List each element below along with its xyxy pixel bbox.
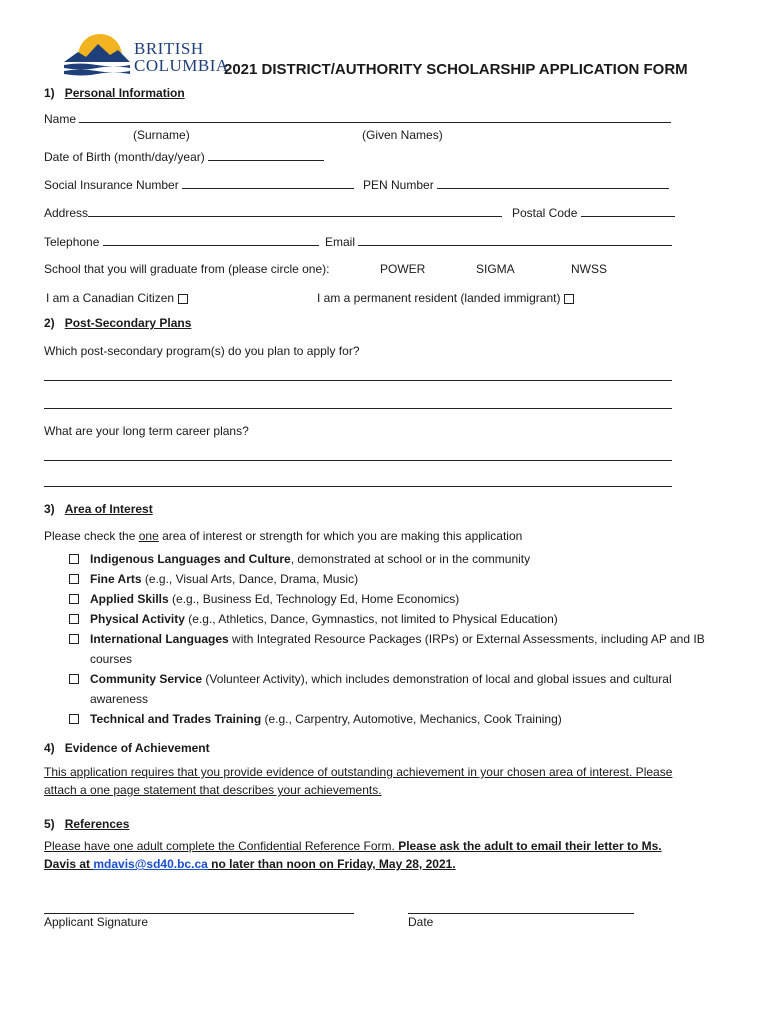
- school-label: School that you will graduate from (please circle one):: [44, 262, 330, 276]
- evidence-text-line-2: attach a one page statement that describes your achievements.: [44, 783, 382, 797]
- pen-row: PEN Number: [363, 177, 669, 192]
- email-field[interactable]: [358, 234, 672, 246]
- school-option-power[interactable]: POWER: [380, 262, 426, 276]
- date-signature-line[interactable]: [408, 901, 634, 914]
- pen-field[interactable]: [437, 177, 669, 189]
- address-field[interactable]: [88, 205, 502, 217]
- citizen-checkbox[interactable]: [178, 294, 188, 304]
- section-2-heading: 2) Post-Secondary Plans: [44, 316, 192, 330]
- name-field[interactable]: [79, 111, 671, 123]
- references-text-line-2: Davis at mdavis@sd40.bc.ca no later than noon on Friday, May 28, 2021.: [44, 857, 456, 871]
- evidence-text-line-1: This application requires that you provide evidence of outstanding achievement in your chosen area of interest. Please: [44, 765, 673, 779]
- interest-checkbox-physical-activity[interactable]: [69, 614, 79, 624]
- bc-sun-mountains-icon: [62, 30, 132, 78]
- postal-row: Postal Code: [512, 205, 675, 220]
- interest-item-international-languages-cont: courses: [90, 652, 133, 666]
- programs-answer-line-2[interactable]: [44, 396, 672, 409]
- section-5-heading: 5) References: [44, 817, 130, 831]
- reference-email-link[interactable]: mdavis@sd40.bc.ca: [93, 857, 208, 871]
- dob-row: Date of Birth (month/day/year): [44, 149, 324, 164]
- name-row: Name: [44, 111, 671, 126]
- programs-question: Which post-secondary program(s) do you plan to apply for?: [44, 344, 360, 358]
- references-text-line-1: Please have one adult complete the Confidential Reference Form. Please ask the adult to email their letter to Ms.: [44, 839, 662, 853]
- email-row: Email: [325, 234, 672, 249]
- given-names-label: (Given Names): [362, 128, 443, 142]
- interest-item-applied-skills: Applied Skills (e.g., Business Ed, Technology Ed, Home Economics): [90, 592, 460, 606]
- interest-checkbox-technical-trades[interactable]: [69, 714, 79, 724]
- programs-answer-line-1[interactable]: [44, 368, 672, 381]
- interest-checkbox-applied-skills[interactable]: [69, 594, 79, 604]
- interest-checkbox-community-service[interactable]: [69, 674, 79, 684]
- telephone-row: Telephone: [44, 234, 319, 249]
- bc-logo: [62, 30, 229, 78]
- resident-row: I am a permanent resident (landed immigrant): [317, 291, 574, 305]
- interest-intro: Please check the one area of interest or strength for which you are making this application: [44, 529, 523, 543]
- address-row: Address: [44, 205, 502, 220]
- postal-code-field[interactable]: [581, 205, 675, 217]
- career-question: What are your long term career plans?: [44, 424, 249, 438]
- dob-field[interactable]: [208, 149, 324, 161]
- logo-line-2: COLUMBIA: [134, 56, 229, 75]
- school-option-sigma[interactable]: SIGMA: [476, 262, 515, 276]
- career-answer-line-2[interactable]: [44, 474, 672, 487]
- career-answer-line-1[interactable]: [44, 448, 672, 461]
- interest-checkbox-fine-arts[interactable]: [69, 574, 79, 584]
- sin-field[interactable]: [182, 177, 354, 189]
- form-title: 2021 DISTRICT/AUTHORITY SCHOLARSHIP APPLICATION FORM: [224, 61, 688, 78]
- telephone-field[interactable]: [103, 234, 319, 246]
- section-3-heading: 3) Area of Interest: [44, 502, 153, 516]
- interest-checkbox-indigenous[interactable]: [69, 554, 79, 564]
- logo-line-1: BRITISH: [134, 39, 204, 58]
- resident-checkbox[interactable]: [564, 294, 574, 304]
- citizen-row: I am a Canadian Citizen: [46, 291, 188, 305]
- interest-checkbox-international-languages[interactable]: [69, 634, 79, 644]
- section-4-heading: 4) Evidence of Achievement: [44, 741, 210, 755]
- school-option-nwss[interactable]: NWSS: [571, 262, 607, 276]
- interest-item-community-service: Community Service (Volunteer Activity), which includes demonstration of local and global issues and cultural: [90, 672, 672, 686]
- sin-row: Social Insurance Number: [44, 177, 354, 192]
- interest-item-international-languages: International Languages with Integrated Resource Packages (IRPs) or External Assessments, including AP and IB: [90, 632, 705, 646]
- interest-item-community-service-cont: awareness: [90, 692, 149, 706]
- interest-item-technical-trades: Technical and Trades Training (e.g., Carpentry, Automotive, Mechanics, Cook Training): [90, 712, 562, 726]
- interest-item-fine-arts: Fine Arts (e.g., Visual Arts, Dance, Drama, Music): [90, 572, 359, 586]
- date-signature-label: Date: [408, 915, 434, 929]
- surname-label: (Surname): [133, 128, 190, 142]
- applicant-signature-line[interactable]: [44, 901, 354, 914]
- section-1-heading: 1) Personal Information: [44, 86, 185, 100]
- applicant-signature-label: Applicant Signature: [44, 915, 149, 929]
- interest-item-physical-activity: Physical Activity (e.g., Athletics, Dance, Gymnastics, not limited to Physical Education): [90, 612, 558, 626]
- interest-item-indigenous: Indigenous Languages and Culture, demonstrated at school or in the community: [90, 552, 531, 566]
